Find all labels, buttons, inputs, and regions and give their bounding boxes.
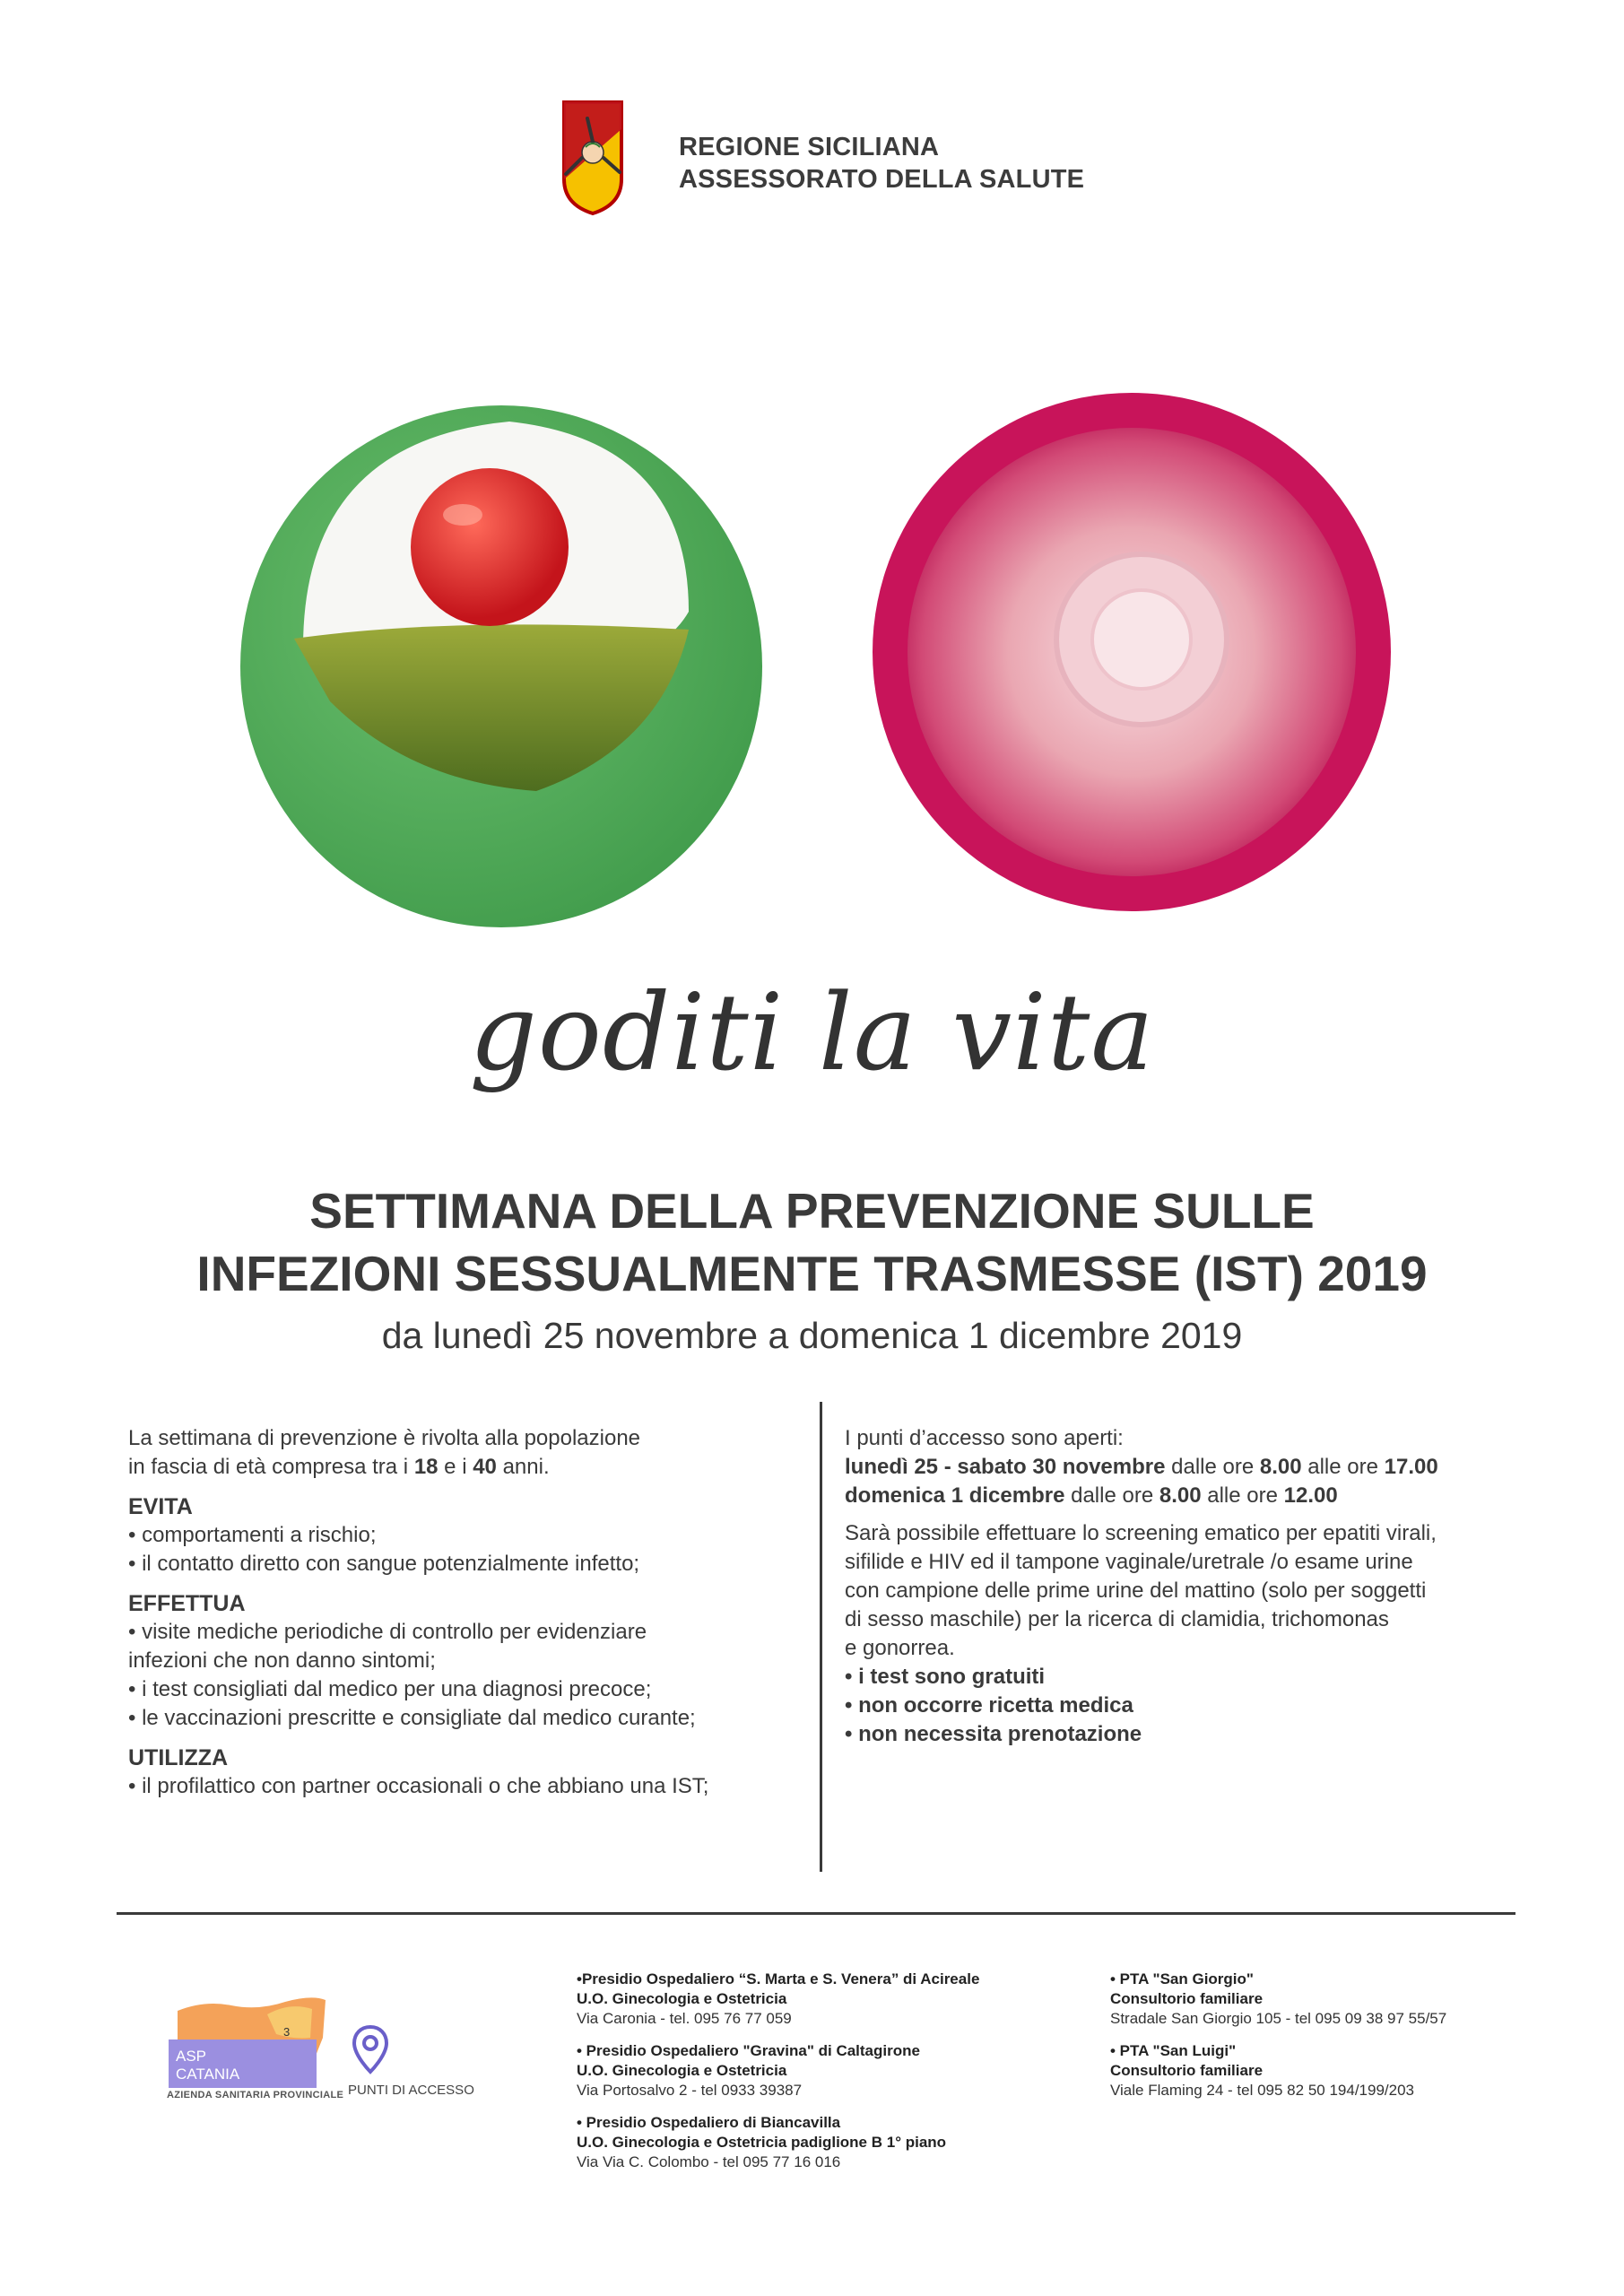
page-title-line2: INFEZIONI SESSUALMENTE TRASMESSE (IST) 2019 bbox=[196, 1246, 1428, 1301]
evita-heading: EVITA bbox=[128, 1494, 193, 1519]
intro-line: La settimana di prevenzione è rivolta alla popolazione bbox=[128, 1426, 641, 1450]
effettua-heading: EFFETTUA bbox=[128, 1591, 246, 1616]
location-item: • Presidio Ospedaliero di Biancavilla U.O. Ginecologia e Ostetricia padiglione B 1° piano Via Via C. Colombo - tel 095 77 16 016 bbox=[577, 2114, 947, 2170]
cassata-circle-image bbox=[240, 405, 762, 927]
location-item: • PTA "San Giorgio" Consultorio familiare Stradale San Giorgio 105 - tel 095 09 38 97 55/57 bbox=[1110, 1970, 1447, 2027]
list-item: infezioni che non danno sintomi; bbox=[128, 1648, 436, 1673]
column-divider bbox=[820, 1402, 822, 1872]
svg-text:3: 3 bbox=[283, 2025, 291, 2039]
screening-text: sifilide e HIV ed il tampone vaginale/uretrale /o esame urine bbox=[845, 1550, 1413, 1574]
location-item: •Presidio Ospedaliero “S. Marta e S. Venera” di Acireale U.O. Ginecologia e Ostetricia Via Caronia - tel. 095 76 77 059 bbox=[577, 1970, 980, 2027]
trinacria-crest-icon bbox=[560, 99, 625, 217]
benefit-item: • non necessita prenotazione bbox=[845, 1722, 1142, 1746]
svg-text:ASP: ASP bbox=[176, 2048, 207, 2065]
tagline: goditi la vita bbox=[469, 970, 1155, 1094]
list-item: • le vaccinazioni prescritte e consigliate dal medico curante; bbox=[128, 1706, 696, 1730]
age-max: 40 bbox=[473, 1455, 497, 1479]
access-points-label: PUNTI DI ACCESSO bbox=[348, 2083, 474, 2098]
screening-text: con campione delle prime urine del mattino (solo per soggetti bbox=[845, 1578, 1427, 1603]
header-region: REGIONE SICILIANA bbox=[679, 133, 940, 161]
schedule-sunday: domenica 1 dicembre dalle ore 8.00 alle ore 12.00 bbox=[845, 1483, 1338, 1508]
list-item: • il profilattico con partner occasionali o che abbiano una IST; bbox=[128, 1774, 709, 1798]
event-dates: da lunedì 25 novembre a domenica 1 dicembre 2019 bbox=[381, 1315, 1243, 1356]
schedule-weekdays: lunedì 25 - sabato 30 novembre dalle ore 8.00 alle ore 17.00 bbox=[845, 1455, 1438, 1479]
asp-catania-logo bbox=[169, 1984, 337, 2099]
location-item: • PTA "San Luigi" Consultorio familiare Viale Flaming 24 - tel 095 82 50 194/199/203 bbox=[1110, 2042, 1414, 2099]
footer-divider bbox=[117, 1912, 1515, 1915]
open-intro: I punti d’accesso sono aperti: bbox=[845, 1426, 1124, 1450]
header-department: ASSESSORATO DELLA SALUTE bbox=[679, 165, 1085, 194]
screening-text: di sesso maschile) per la ricerca di clamidia, trichomonas bbox=[845, 1607, 1389, 1631]
location-pin-icon bbox=[350, 2023, 391, 2077]
page-title-line1: SETTIMANA DELLA PREVENZIONE SULLE bbox=[309, 1183, 1315, 1239]
prevention-info-column bbox=[128, 1424, 792, 1801]
asp-subtitle: AZIENDA SANITARIA PROVINCIALE bbox=[167, 2090, 344, 2100]
list-item: • il contatto diretto con sangue potenzialmente infetto; bbox=[128, 1552, 640, 1576]
screening-text: Sarà possibile effettuare lo screening ematico per epatiti virali, bbox=[845, 1521, 1437, 1545]
svg-text:CATANIA: CATANIA bbox=[176, 2066, 240, 2083]
schedule-info-column bbox=[845, 1424, 1526, 1749]
screening-text: e gonorrea. bbox=[845, 1636, 955, 1660]
list-item: • comportamenti a rischio; bbox=[128, 1523, 377, 1547]
benefit-item: • i test sono gratuiti bbox=[845, 1665, 1046, 1689]
location-item: • Presidio Ospedaliero "Gravina" di Caltagirone U.O. Ginecologia e Ostetricia Via Portosalvo 2 - tel 0933 39387 bbox=[577, 2042, 920, 2099]
condom-circle-image bbox=[873, 393, 1391, 911]
benefit-item: • non occorre ricetta medica bbox=[845, 1693, 1133, 1718]
list-item: • i test consigliati dal medico per una diagnosi precoce; bbox=[128, 1677, 652, 1701]
list-item: • visite mediche periodiche di controllo per evidenziare bbox=[128, 1620, 647, 1644]
utilizza-heading: UTILIZZA bbox=[128, 1745, 229, 1770]
age-range-line: in fascia di età compresa tra i 18 e i 40 anni. bbox=[128, 1455, 550, 1479]
age-min: 18 bbox=[413, 1455, 439, 1479]
